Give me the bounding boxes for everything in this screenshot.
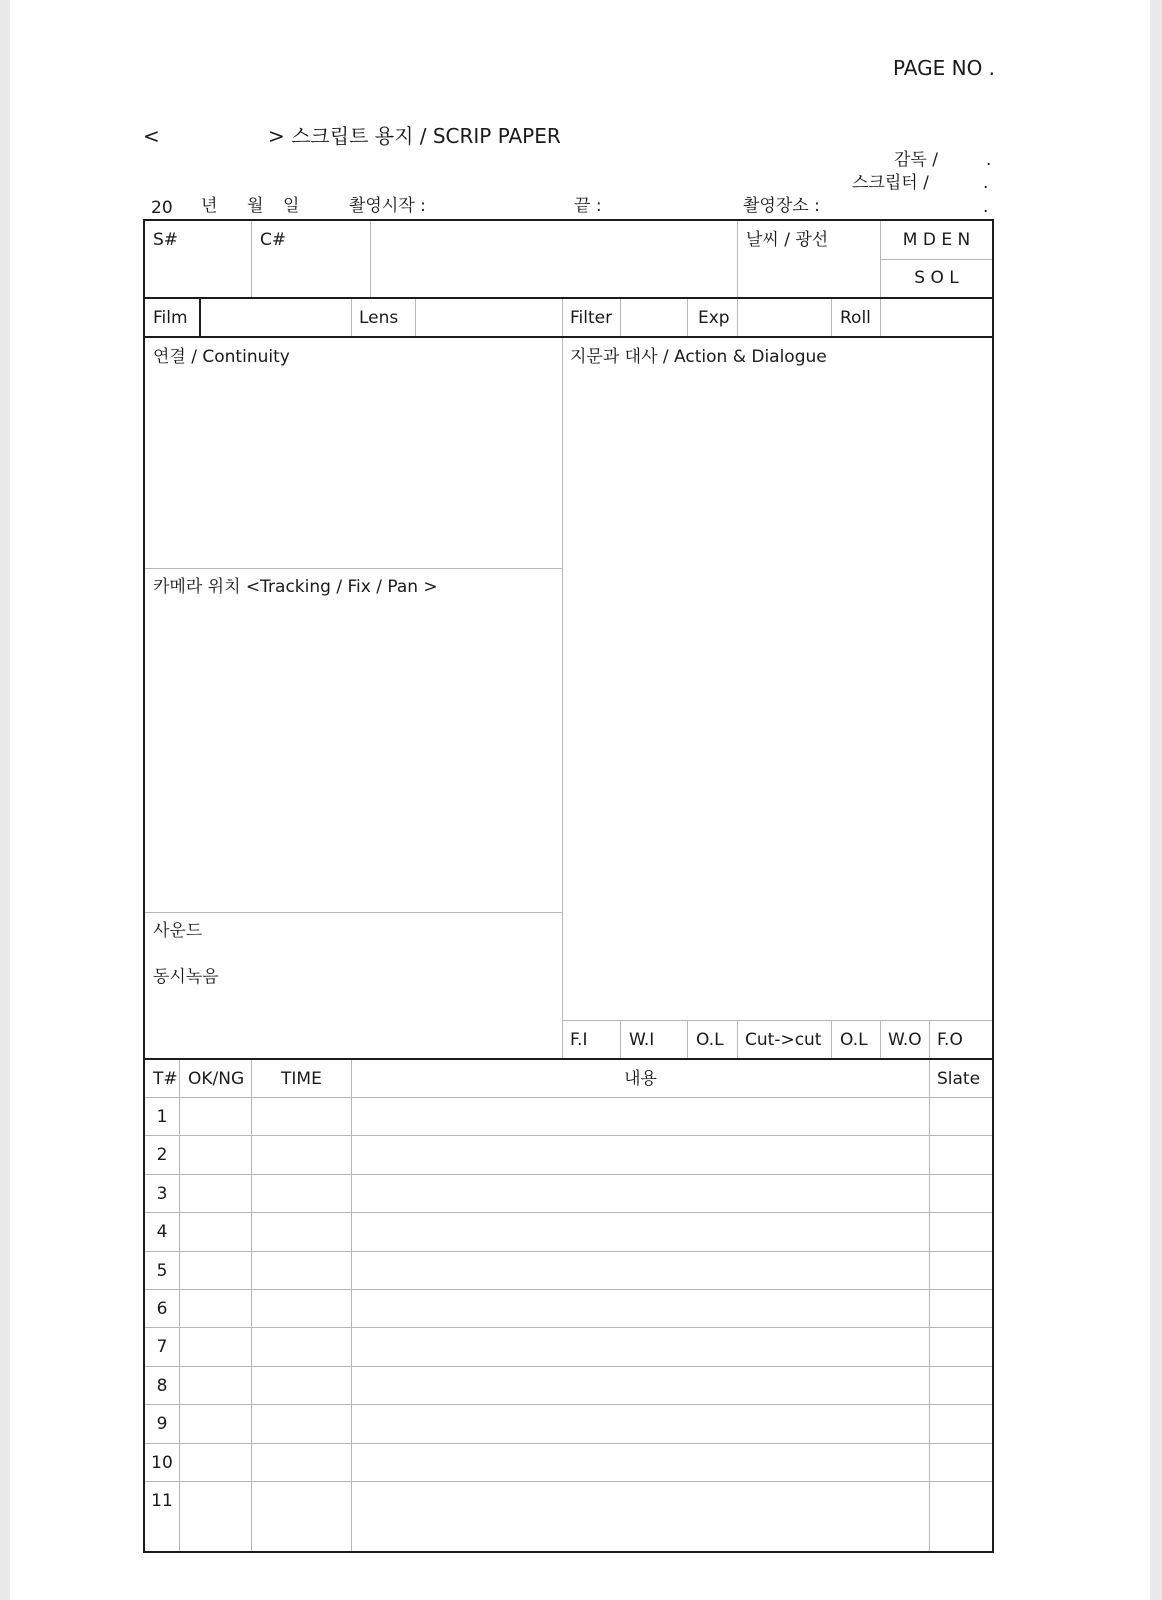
sync-sound-label: 동시녹음 (153, 967, 219, 987)
transition-fade-in: F.I (570, 1030, 588, 1050)
table-row-divider (145, 1366, 992, 1367)
shoot-location-label: 촬영장소 : (743, 196, 820, 216)
divider (563, 1020, 992, 1021)
table-row-divider (145, 1251, 992, 1252)
table-row-divider (145, 1212, 992, 1213)
frame-top (143, 219, 994, 221)
column-divider (179, 1060, 180, 1551)
content-header: 내용 (624, 1069, 657, 1089)
row-divider (143, 1058, 994, 1060)
ok-ng-header: OK/NG (188, 1069, 245, 1089)
scripter-label: 스크립터 / (852, 173, 929, 193)
row-divider (143, 336, 994, 338)
time-of-day-codes: M D E N (902, 230, 971, 250)
divider (562, 299, 563, 337)
divider (687, 1020, 688, 1058)
location-dot: . (983, 197, 989, 217)
divider (370, 221, 371, 297)
title-bracket-open: < (143, 124, 160, 148)
table-row-divider (145, 1443, 992, 1444)
divider (145, 568, 562, 569)
roll-label: Roll (840, 308, 871, 328)
divider (199, 299, 201, 337)
divider (620, 299, 621, 337)
transition-wipe-out: W.O (888, 1030, 922, 1050)
take-row-number: 9 (156, 1414, 168, 1434)
divider (880, 259, 992, 260)
take-row-number: 7 (156, 1337, 168, 1357)
column-divider (562, 338, 563, 1058)
divider (251, 221, 252, 297)
day-label: 일 (283, 196, 300, 216)
weather-light-label: 날씨 / 광선 (746, 230, 829, 250)
take-row-number: 8 (156, 1376, 168, 1396)
divider (831, 299, 832, 337)
divider (620, 1020, 621, 1058)
camera-position-label: 카메라 위치 <Tracking / Fix / Pan > (153, 577, 438, 597)
action-dialogue-label: 지문과 대사 / Action & Dialogue (570, 347, 827, 367)
take-row-number: 11 (151, 1491, 173, 1511)
page-number-label: PAGE NO . (893, 56, 996, 80)
film-label: Film (153, 308, 188, 328)
table-row-divider (145, 1097, 992, 1098)
take-row-number: 4 (156, 1222, 168, 1242)
table-row-divider (145, 1135, 992, 1136)
transition-cut: Cut->cut (745, 1030, 822, 1050)
take-row-number: 3 (156, 1184, 168, 1204)
divider (929, 1020, 930, 1058)
transition-overlap: O.L (696, 1030, 724, 1050)
year-label: 년 (201, 196, 218, 216)
frame-right (992, 219, 994, 1553)
frame-bottom (143, 1551, 994, 1553)
transition-overlap-2: O.L (840, 1030, 868, 1050)
month-label: 월 (247, 196, 264, 216)
filter-label: Filter (570, 308, 613, 328)
divider (145, 912, 562, 913)
exp-label: Exp (698, 308, 730, 328)
table-row-divider (145, 1289, 992, 1290)
column-divider (351, 1060, 352, 1551)
transition-wipe-in: W.I (629, 1030, 655, 1050)
table-row-divider (145, 1174, 992, 1175)
cut-number-label: C# (260, 230, 287, 250)
divider (687, 299, 688, 337)
director-dot: . (986, 150, 992, 170)
divider (880, 1020, 881, 1058)
table-row-divider (145, 1481, 992, 1482)
sound-label: 사운드 (153, 921, 203, 941)
time-header: TIME (281, 1069, 322, 1089)
column-divider (251, 1060, 252, 1551)
lens-label: Lens (359, 308, 399, 328)
column-divider (929, 1060, 930, 1551)
divider (831, 1020, 832, 1058)
row-divider (143, 297, 994, 299)
take-number-header: T# (153, 1069, 178, 1089)
divider (737, 221, 738, 297)
shoot-start-label: 촬영시작 : (349, 196, 426, 216)
transition-fade-out: F.O (937, 1030, 963, 1050)
divider (737, 299, 738, 337)
take-row-number: 10 (151, 1453, 173, 1473)
table-row-divider (145, 1404, 992, 1405)
script-paper-page (10, 0, 1150, 1600)
light-codes: S O L (914, 268, 959, 288)
scene-number-label: S# (153, 230, 179, 250)
take-row-number: 5 (156, 1261, 168, 1281)
slate-header: Slate (937, 1069, 981, 1089)
take-row-number: 6 (156, 1299, 168, 1319)
shoot-end-label: 끝 : (574, 196, 602, 216)
year-prefix: 20 (151, 198, 173, 218)
continuity-label: 연결 / Continuity (153, 347, 290, 367)
divider (415, 299, 416, 337)
page-title: > 스크립트 용지 / SCRIP PAPER (268, 124, 561, 148)
divider (737, 1020, 738, 1058)
take-row-number: 1 (156, 1107, 168, 1127)
divider (880, 299, 881, 337)
take-row-number: 2 (156, 1145, 168, 1165)
table-row-divider (145, 1327, 992, 1328)
scripter-dot: . (983, 173, 989, 193)
divider (351, 299, 352, 337)
director-label: 감독 / (894, 150, 938, 170)
